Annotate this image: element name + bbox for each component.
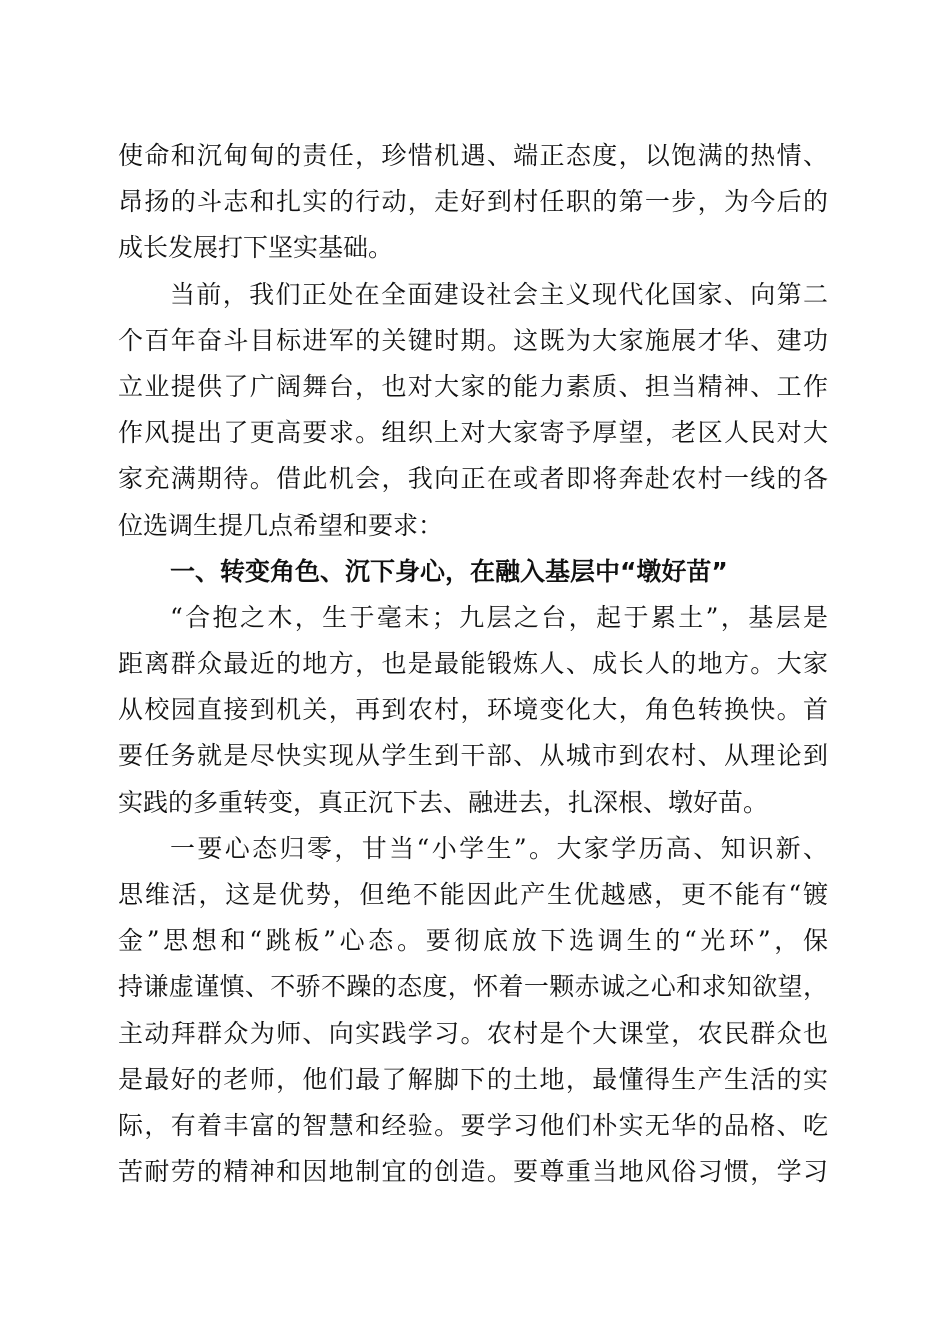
text-line: 思维活，这是优势，但绝不能因此产生优越感，更不能有“镀: [118, 880, 828, 909]
text-line: 使命和沉甸甸的责任，珍惜机遇、端正态度，以饱满的热情、: [118, 141, 828, 170]
text-line: 从校园直接到机关，再到农村，环境变化大，角色转换快。首: [118, 695, 828, 725]
text-line: 是最好的老师，他们最了解脚下的土地，最懂得生产生活的实: [118, 1064, 828, 1094]
text-line: 一要心态归零，甘当“小学生”。大家学历高、知识新、: [170, 833, 828, 863]
text-line: 成长发展打下坚实基础。: [118, 233, 394, 263]
text-line: 苦耐劳的精神和因地制宜的创造。要尊重当地风俗习惯，学习: [118, 1157, 828, 1187]
text-line: 持谦虚谨慎、不骄不躁的态度，怀着一颗赤诚之心和求知欲望，: [118, 972, 828, 1002]
text-line: 实践的多重转变，真正沉下去、融进去，扎深根、墩好苗。: [118, 787, 769, 817]
text-line: 立业提供了广阔舞台，也对大家的能力素质、担当精神、工作: [118, 371, 828, 401]
text-line: 作风提出了更高要求。组织上对大家寄予厚望，老区人民对大: [118, 418, 828, 448]
text-line: 主动拜群众为师、向实践学习。农村是个大课堂，农民群众也: [118, 1018, 828, 1048]
document-body: [118, 133, 828, 1195]
text-line: 际，有着丰富的智慧和经验。要学习他们朴实无华的品格、吃: [118, 1110, 828, 1140]
section-heading: 一、转变角色、沉下身心，在融入基层中“墩好苗”: [170, 556, 728, 586]
text-line: 个百年奋斗目标进军的关键时期。这既为大家施展才华、建功: [118, 325, 828, 355]
text-line: 昂扬的斗志和扎实的行动，走好到村任职的第一步，为今后的: [118, 187, 828, 217]
text-line: 金”思想和“跳板”心态。要彻底放下选调生的“光环”，保: [118, 926, 828, 956]
text-line: 距离群众最近的地方，也是最能锻炼人、成长人的地方。大家: [118, 649, 828, 679]
text-line: 家充满期待。借此机会，我向正在或者即将奔赴农村一线的各: [118, 464, 828, 494]
text-line: 要任务就是尽快实现从学生到干部、从城市到农村、从理论到: [118, 741, 828, 771]
text-line: 位选调生提几点希望和要求：: [118, 510, 444, 540]
text-line: 当前，我们正处在全面建设社会主义现代化国家、向第二: [170, 279, 828, 309]
text-line: “合抱之木，生于毫末；九层之台，起于累土”，基层是: [170, 602, 828, 632]
